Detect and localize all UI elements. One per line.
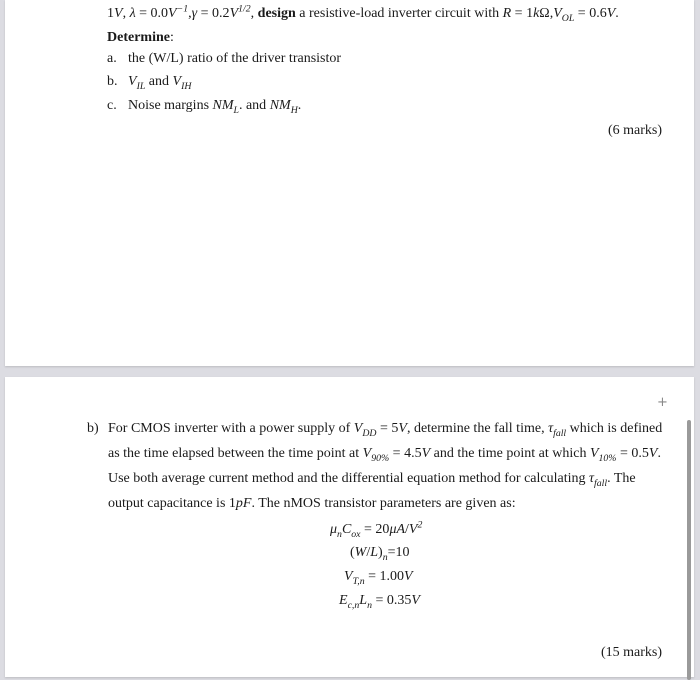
math-symbol: W [354, 545, 367, 560]
math-symbol: V [411, 593, 420, 608]
text-run: = 0.35 [371, 593, 412, 608]
question-text-line [108, 420, 662, 438]
math-symbol: V [648, 446, 658, 461]
math-symbol: IL [136, 80, 146, 92]
question-text-line [108, 470, 636, 488]
bold-text: design [257, 6, 296, 21]
text-run: which is defined [566, 421, 663, 436]
text-run: . The nMOS transistor parameters are given as: [251, 496, 516, 511]
question-text-line [108, 445, 661, 463]
math-symbol: V [553, 6, 562, 21]
math-symbol: V [229, 6, 239, 21]
equation-wl-ratio [350, 544, 410, 562]
text-run: / [405, 522, 409, 537]
text-run: , [250, 6, 258, 21]
text-run: = 20 [360, 522, 390, 537]
list-item-text [128, 50, 341, 68]
text-run: 1 [107, 6, 114, 21]
list-item-a [107, 50, 342, 68]
math-symbol: pF [235, 496, 252, 511]
math-symbol: k [533, 6, 540, 21]
list-item-c [107, 97, 302, 116]
math-symbol: V [398, 421, 407, 436]
math-symbol: IH [181, 80, 192, 92]
math-symbol: V [408, 522, 418, 537]
math-symbol: τ [548, 421, 554, 436]
text-run: = 0.2 [197, 6, 230, 21]
text-run: = 5 [376, 421, 399, 436]
text-run: = 0.6 [574, 6, 607, 21]
math-symbol: V [168, 6, 177, 21]
text-run: , determine the fall time, [406, 421, 549, 436]
math-symbol: fall [553, 427, 567, 439]
text-run: the (W/L) ratio of the driver transistor [128, 51, 342, 66]
math-symbol: μ [330, 522, 338, 537]
marks-label: (6 marks) [607, 123, 662, 138]
text-run: output capacitance is 1 [108, 496, 236, 511]
question-b-card [5, 377, 694, 677]
problem-statement-line [107, 5, 619, 23]
text-run: ) [378, 545, 383, 560]
list-item-text [128, 97, 301, 115]
math-symbol: C [341, 522, 352, 537]
text-run: . [615, 6, 619, 21]
math-symbol: L [359, 593, 368, 608]
question-label: b) [87, 421, 99, 436]
math-symbol: NM [269, 98, 291, 113]
text-run: = 0.0 [135, 6, 169, 21]
text-run: as the time elapsed between the time point at [108, 446, 363, 461]
text-run: Ω, [539, 6, 554, 21]
text-run: = 0.5 [616, 446, 649, 461]
text-run: . The [607, 471, 636, 486]
math-symbol: τ [589, 471, 595, 486]
math-symbol: H [290, 104, 298, 116]
math-symbol: T,n [352, 575, 365, 587]
text-run: = 1.00 [364, 569, 405, 584]
text-run: = 4.5 [389, 446, 422, 461]
math-symbol: V [421, 446, 431, 461]
math-symbol: L [370, 545, 379, 560]
math-symbol: V [344, 569, 353, 584]
question-text-line [108, 495, 516, 513]
math-symbol: E [339, 593, 348, 608]
math-symbol: V [362, 446, 372, 461]
text-run: , [188, 6, 192, 21]
list-marker: b. [107, 74, 118, 89]
math-symbol: V [404, 569, 413, 584]
text-run: Noise margins [128, 98, 213, 113]
determine-heading [107, 29, 174, 47]
equation-threshold [344, 568, 413, 586]
text-run: : [169, 30, 174, 45]
math-symbol: c,n [347, 599, 360, 611]
math-symbol: V [172, 74, 182, 89]
text-run: =10 [387, 545, 410, 560]
math-symbol: μA [389, 522, 406, 537]
list-marker: c. [107, 98, 117, 113]
text-run: , [122, 6, 130, 21]
math-symbol: DD [362, 427, 377, 439]
bold-text: Determine [107, 30, 170, 45]
math-symbol: γ [191, 6, 198, 21]
text-run: a resistive-load inverter circuit with [295, 6, 503, 21]
text-run: Use both average current method and the differential equation method for calculating [108, 471, 590, 486]
text-run: = 1 [511, 6, 534, 21]
math-symbol: 10% [598, 452, 617, 464]
text-run: For CMOS inverter with a power supply of [108, 421, 354, 436]
math-symbol: 90% [371, 452, 390, 464]
math-symbol: 2 [417, 519, 423, 531]
text-run: / [366, 545, 371, 560]
math-symbol: V [114, 6, 123, 21]
math-symbol: L [233, 104, 239, 116]
scrollbar[interactable] [687, 420, 691, 680]
list-item-b [107, 73, 192, 92]
math-symbol: R [502, 6, 512, 21]
math-symbol: n [337, 528, 342, 540]
math-symbol: n [382, 551, 388, 563]
math-symbol: V [606, 6, 616, 21]
list-marker: a. [107, 51, 117, 66]
text-run: ( [350, 545, 355, 560]
text-run: . [297, 98, 302, 113]
math-symbol: 1/2 [238, 3, 251, 15]
list-item-text [128, 73, 191, 91]
text-run: . and [238, 98, 270, 113]
text-run: and the time point at which [430, 446, 590, 461]
text-run: . [657, 446, 661, 461]
math-symbol: V [353, 421, 363, 436]
math-symbol: V [589, 446, 599, 461]
marks-label: (15 marks) [600, 645, 662, 660]
math-symbol: fall [594, 477, 608, 489]
math-symbol: n [367, 599, 372, 611]
text-run: and [145, 74, 173, 89]
add-icon[interactable]: + [657, 395, 668, 410]
equation-critical-field [339, 592, 420, 610]
math-symbol: −1 [176, 3, 189, 15]
math-symbol: OL [561, 12, 575, 24]
math-symbol: V [128, 74, 137, 89]
math-symbol: λ [129, 6, 136, 21]
math-symbol: NM [212, 98, 234, 113]
math-symbol: ox [351, 528, 361, 540]
question-a-card [5, 0, 694, 366]
equation-mobility [330, 521, 422, 539]
